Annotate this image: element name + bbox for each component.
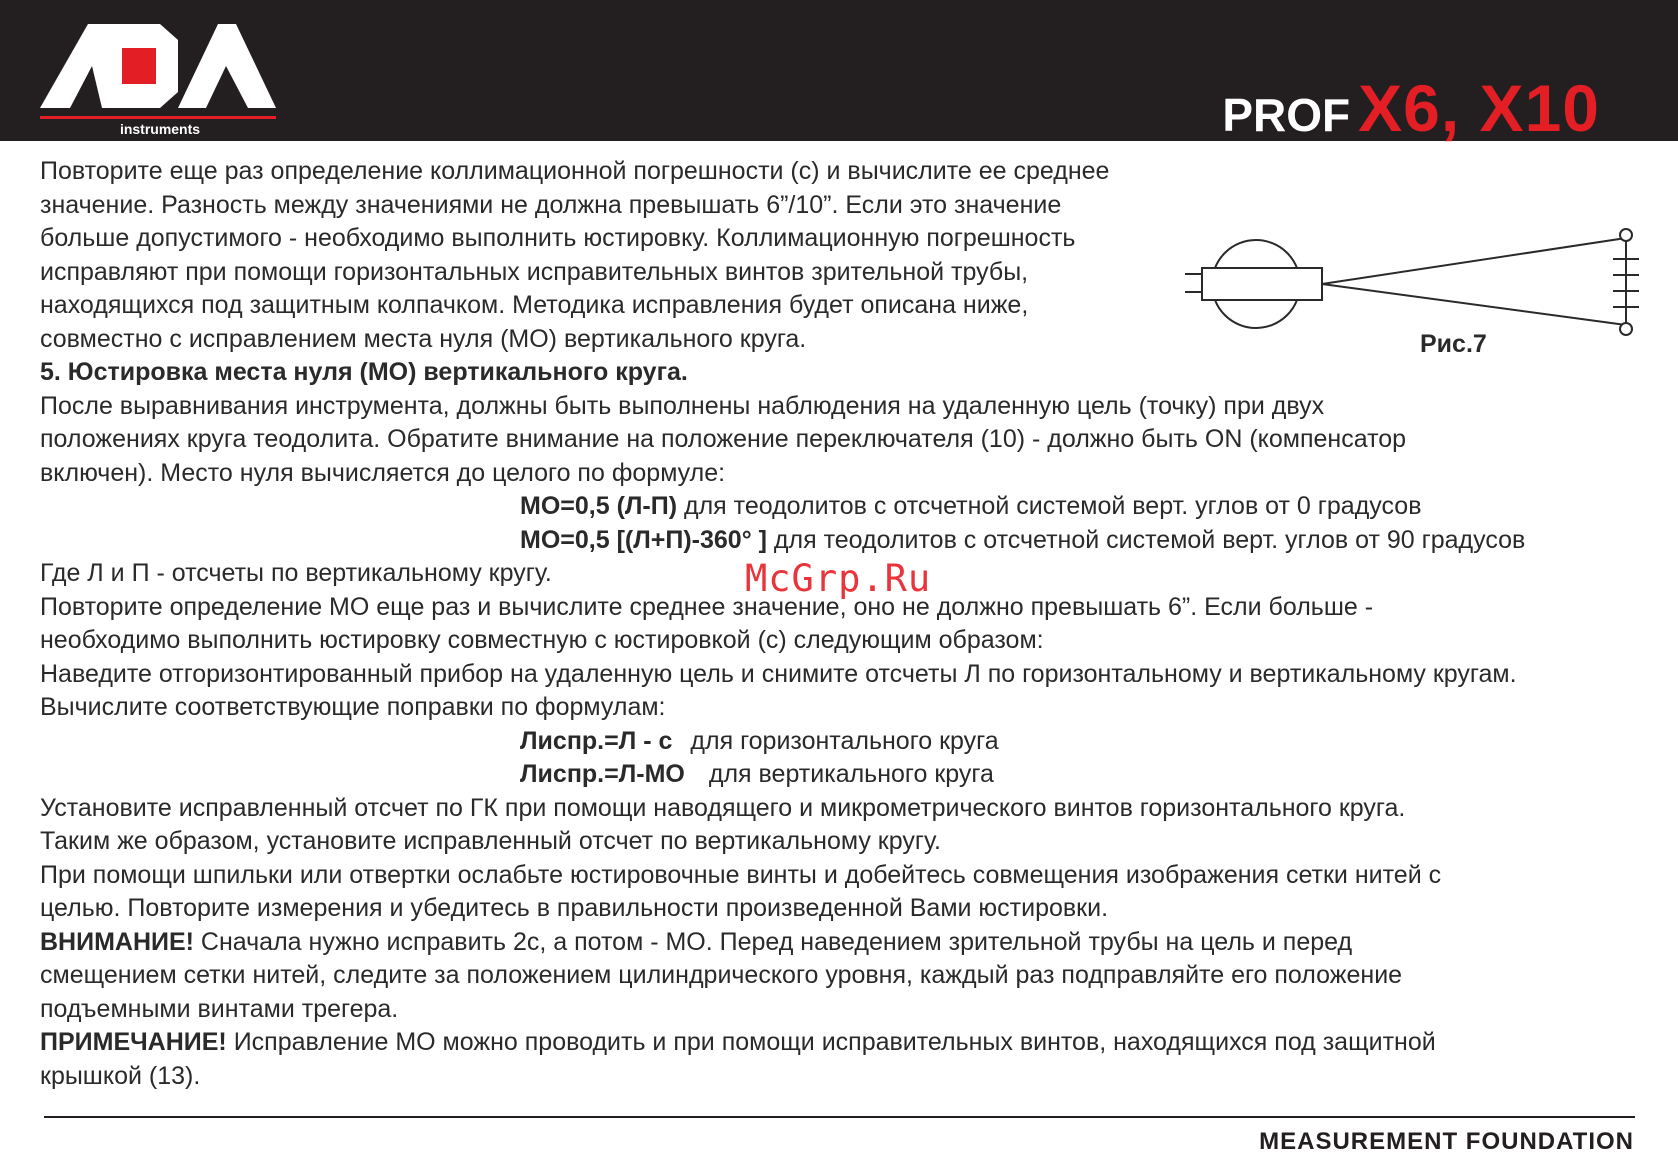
note-line: крышкой (13). — [40, 1061, 201, 1090]
section-line: После выравнивания инструмента, должны быть выполнены наблюдения на удаленную цель (точку) при двух — [40, 391, 1325, 420]
telescope-eyepiece — [1185, 274, 1202, 292]
sight-line-upper — [1322, 238, 1626, 284]
body-line: Установите исправленный отсчет по ГК при помощи наводящего и микрометрического винтов горизонтального круга. — [40, 793, 1406, 822]
formula-desc: для теодолитов с отсчетной системой верт. углов от 90 градусов — [766, 525, 1526, 554]
section-line: положениях круга теодолита. Обратите внимание на положение переключателя (10) - должно быть ON (компенсатор — [40, 425, 1407, 453]
body-line: Где Л и П - отсчеты по вертикальному кругу. — [40, 559, 552, 587]
attention-line: подъемными винтами трегера. — [40, 994, 399, 1023]
sight-line-lower — [1322, 284, 1626, 325]
formula-mo-1: МО=0,5 (Л-П) — [520, 492, 678, 520]
footer-text: MEASUREMENT FOUNDATION — [1259, 1128, 1634, 1155]
attention-label: ВНИМАНИЕ! — [40, 927, 194, 956]
figure-7-diagram — [1185, 225, 1645, 360]
watermark: McGrp.Ru — [745, 557, 932, 600]
body-line: находящихся под защитным колпачком. Методика исправления будет описана ниже, — [40, 291, 1029, 319]
product-prof: PROF — [1222, 89, 1351, 141]
telescope-tube — [1202, 268, 1322, 300]
note-text: Исправление МО можно проводить и при помощи исправительных винтов, находящихся под защитной — [226, 1028, 1436, 1056]
body-line: исправляют при помощи горизонтальных исправительных винтов зрительной трубы, — [40, 257, 1029, 286]
formula-row — [40, 758, 1660, 792]
formula-desc: для вертикального круга — [708, 760, 994, 788]
target-bottom-point — [1620, 323, 1632, 335]
formula-corr-1: Лиспр.=Л - с — [520, 726, 673, 755]
formula-row — [40, 725, 1660, 759]
target-top-point — [1620, 229, 1632, 241]
body-line: Вычислите соответствующие поправки по формулам: — [40, 693, 666, 721]
body-line: совместно с исправлением места нуля (МО) вертикального круга. — [40, 324, 807, 353]
footer-divider — [44, 1116, 1635, 1118]
section-line: включен). Место нуля вычисляется до целого по формуле: — [40, 458, 726, 487]
section-heading: 5. Юстировка места нуля (МО) вертикального круга. — [40, 358, 688, 386]
product-title — [1222, 70, 1600, 145]
formula-desc: для теодолитов с отсчетной системой верт. углов от 0 градусов — [677, 492, 1422, 520]
body-line: При помощи шпильки или отвертки ослабьте юстировочные винты и добейтесь совмещения изображения сетки нитей с — [40, 860, 1442, 889]
body-line: Повторите определение МО еще раз и вычислите среднее значение, оно не должно превышать 6”. Если больше - — [40, 592, 1374, 621]
body-line: больше допустимого - необходимо выполнить юстировку. Коллимационную погрешность — [40, 224, 1076, 252]
attention-text: Сначала нужно исправить 2с, а потом - МО. Перед наведением зрительной трубы на цель и перед — [193, 927, 1353, 956]
figure-caption: Рис.7 — [1420, 330, 1487, 358]
product-models: X6, X10 — [1358, 71, 1600, 145]
attention-line: смещением сетки нитей, следите за положением цилиндрического уровня, каждый раз подправляйте его положение — [40, 961, 1403, 989]
formula-mo-2: МО=0,5 [(Л+П)-360° ] — [520, 525, 767, 554]
formula-desc: для горизонтального круга — [690, 726, 999, 755]
body-line: Таким же образом, установите исправленный отсчет по вертикальному кругу. — [40, 827, 941, 855]
body-line: Наведите отгоризонтированный прибор на удаленную цель и снимите отсчеты Л по горизонтальному и вертикальному кругам. — [40, 659, 1517, 688]
body-line: Повторите еще раз определение коллимационной погрешности (с) и вычислите ее среднее — [40, 157, 1110, 185]
formula-row — [40, 490, 1660, 524]
formula-row — [40, 524, 1660, 558]
formula-corr-2: Лиспр.=Л-МО — [520, 760, 685, 788]
note-label: ПРИМЕЧАНИЕ! — [40, 1028, 227, 1056]
body-line: необходимо выполнить юстировку совместную с юстировкой (с) следующим образом: — [40, 626, 1044, 654]
page-header — [0, 0, 1678, 145]
body-line: значение. Разность между значениями не должна превышать 6”/10”. Если это значение — [40, 190, 1062, 219]
body-line: целью. Повторите измерения и убедитесь в правильности произведенной Вами юстировки. — [40, 894, 1109, 922]
note-line — [40, 1026, 1660, 1060]
attention-line — [40, 926, 1660, 960]
logo-instruments-text: instruments — [119, 121, 201, 137]
ada-logo — [40, 20, 280, 138]
